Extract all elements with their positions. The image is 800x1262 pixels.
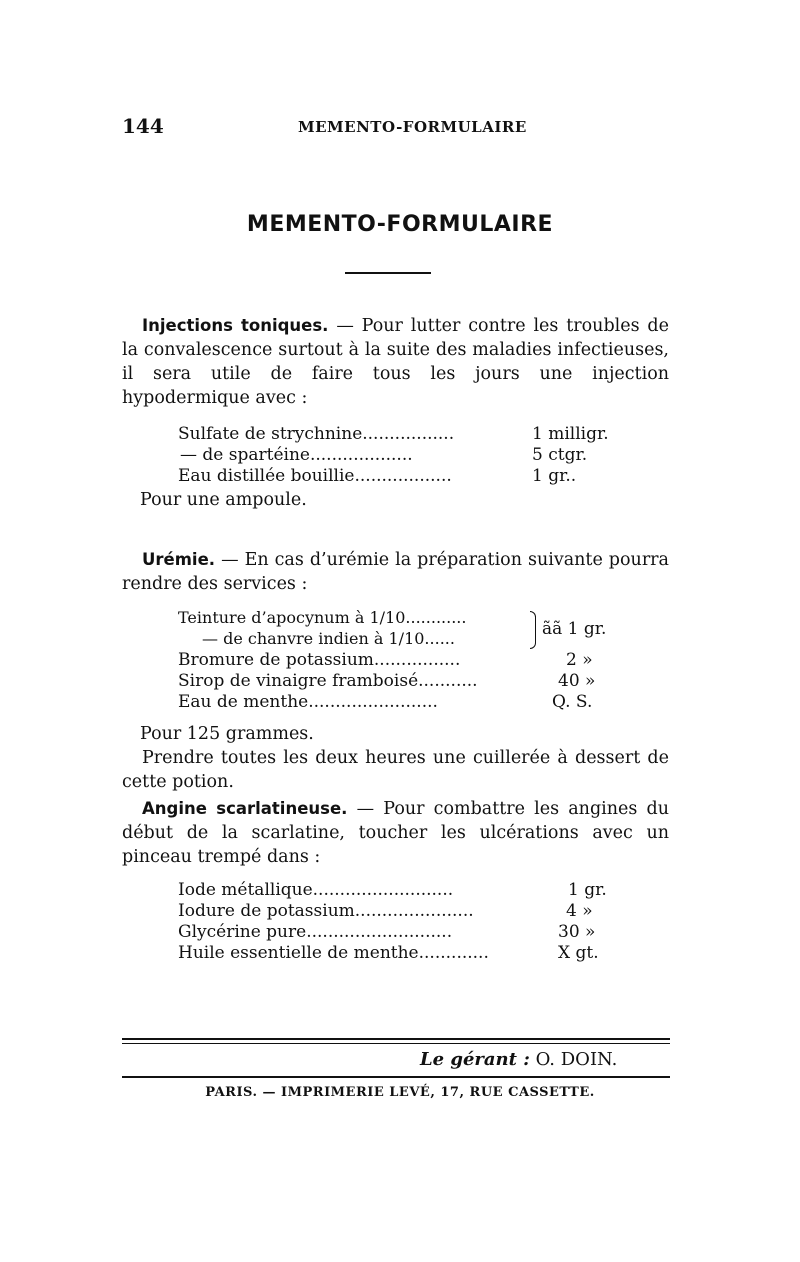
prescription-row	[178, 629, 466, 650]
prescription-row	[178, 608, 466, 629]
footer-rule-top	[122, 1038, 670, 1040]
ingredient-name: Eau de menthe........................	[178, 692, 438, 712]
running-title: MEMENTO-FORMULAIRE	[298, 118, 527, 136]
ingredient-quantity: 30 »	[558, 922, 596, 942]
ingredient-name: — de chanvre indien à 1/10......	[202, 629, 455, 648]
ingredient-quantity: 1 gr..	[532, 466, 577, 486]
gerant-label: Le gérant :	[420, 1049, 530, 1070]
angine-paragraph	[122, 797, 669, 869]
gerant-line	[420, 1049, 617, 1070]
ingredient-name: — de spartéine...................	[180, 445, 413, 465]
injections-text: — Pour lutter contre les troubles de la convalescence surtout à la suite des maladies infectieuses, il sera utile de faire tous les jours une injection hypodermique avec :	[122, 316, 669, 408]
ingredient-name: Sirop de vinaigre framboisé...........	[178, 671, 478, 691]
brace-icon	[530, 611, 536, 649]
angine-text: — Pour combattre les angines du début de la scarlatine, toucher les ulcérations avec un pinceau trempé dans :	[122, 799, 669, 867]
ingredient-quantity: 1 gr.	[568, 880, 607, 900]
angine-heading: Angine scarlatineuse.	[142, 799, 348, 818]
ingredient-name: Huile essentielle de menthe.............	[178, 943, 489, 963]
title-divider	[345, 272, 431, 274]
ingredient-quantity: ãã 1 gr.	[542, 619, 607, 639]
uremie-brace-group	[178, 608, 607, 650]
uremie-paragraph	[122, 548, 669, 596]
ingredient-name: Glycérine pure...........................	[178, 922, 453, 942]
section-title: MEMENTO-FORMULAIRE	[246, 212, 554, 237]
ingredient-name: Iodure de potassium......................	[178, 901, 474, 921]
instruction-text: Prendre toutes les deux heures une cuillerée à dessert de cette potion.	[122, 748, 669, 792]
ingredient-name: Teinture d’apocynum à 1/10............	[178, 608, 467, 627]
ingredient-name: Sulfate de strychnine.................	[178, 424, 455, 444]
ingredient-quantity: 1 milligr.	[532, 424, 609, 444]
uremie-text: — En cas d’urémie la préparation suivante pourra rendre des services :	[122, 550, 669, 594]
ingredient-name: Eau distillée bouillie..................	[178, 466, 452, 486]
ingredient-name: Iode métallique..........................	[178, 880, 454, 900]
uremie-note: Pour 125 grammes.	[140, 724, 314, 744]
injections-paragraph	[122, 314, 669, 410]
page-number: 144	[122, 114, 164, 138]
injections-heading: Injections toniques.	[142, 316, 329, 335]
footer-rule-thin	[122, 1043, 670, 1044]
uremie-instruction	[122, 746, 669, 794]
ingredient-quantity: 2 »	[566, 650, 593, 670]
injections-note: Pour une ampoule.	[140, 490, 307, 510]
ingredient-quantity: 5 ctgr.	[532, 445, 588, 465]
footer-rule-bottom	[122, 1076, 670, 1078]
ingredient-quantity: 40 »	[558, 671, 596, 691]
ingredient-quantity: 4 »	[566, 901, 593, 921]
ingredient-name: Bromure de potassium................	[178, 650, 461, 670]
uremie-heading: Urémie.	[142, 550, 216, 569]
gerant-name: O. DOIN.	[535, 1049, 618, 1070]
footer-imprint: PARIS. — IMPRIMERIE LEVÉ, 17, RUE CASSETTE.	[205, 1085, 595, 1100]
ingredient-quantity: Q. S.	[552, 692, 593, 712]
ingredient-quantity: X gt.	[558, 943, 599, 963]
